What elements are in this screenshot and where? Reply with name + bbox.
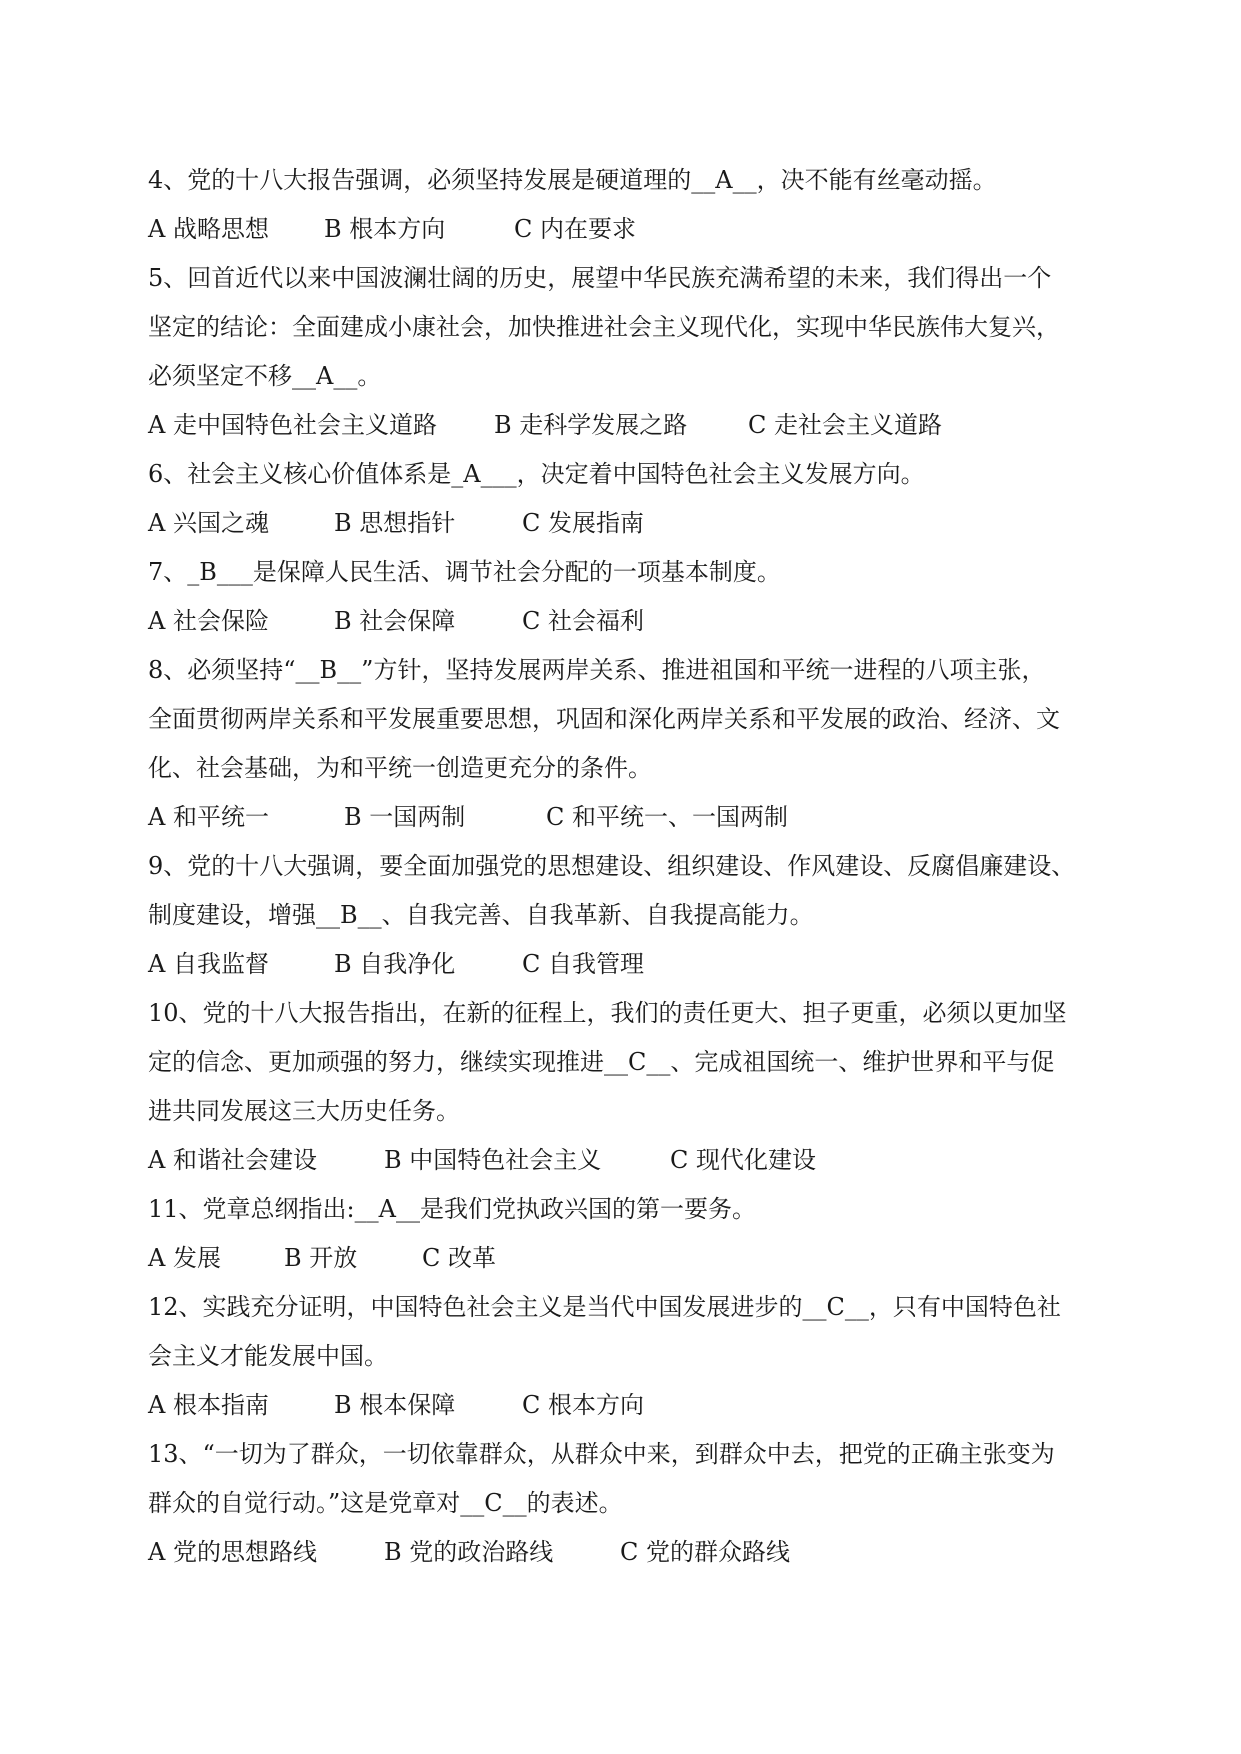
option-b: B 中国特色社会主义 xyxy=(384,1146,602,1174)
answer-options xyxy=(148,499,1098,548)
question-text: 化、社会基础，为和平统一创造更充分的条件。 xyxy=(148,754,652,782)
question-5 xyxy=(148,254,1098,450)
question-11 xyxy=(148,1185,1098,1283)
option-c: C 根本方向 xyxy=(522,1391,644,1419)
option-c: C 发展指南 xyxy=(522,509,644,537)
option-b: B 开放 xyxy=(284,1244,358,1272)
question-text: 4、党的十八大报告强调，必须坚持发展是硬道理的__A__，决不能有丝毫动摇。 xyxy=(148,166,997,194)
question-list xyxy=(148,156,1098,1577)
question-6 xyxy=(148,450,1098,548)
option-a: A 和谐社会建设 xyxy=(148,1146,317,1174)
option-c: C 社会福利 xyxy=(522,607,644,635)
question-13 xyxy=(148,1430,1098,1577)
question-text: 坚定的结论：全面建成小康社会，加快推进社会主义现代化，实现中华民族伟大复兴， xyxy=(148,313,1060,341)
option-a: A 发展 xyxy=(148,1244,221,1272)
option-a: A 走中国特色社会主义道路 xyxy=(148,411,437,439)
option-a: A 战略思想 xyxy=(148,215,269,243)
question-text: 制度建设，增强__B__、自我完善、自我革新、自我提高能力。 xyxy=(148,901,814,929)
option-a: A 社会保险 xyxy=(148,607,269,635)
answer-options xyxy=(148,205,1098,254)
option-b: B 一国两制 xyxy=(344,803,466,831)
question-text: 进共同发展这三大历史任务。 xyxy=(148,1097,460,1125)
answer-options xyxy=(148,1528,1098,1577)
question-7 xyxy=(148,548,1098,646)
option-b: B 根本方向 xyxy=(324,215,446,243)
question-8 xyxy=(148,646,1098,842)
option-b: B 党的政治路线 xyxy=(384,1538,554,1566)
option-c: C 和平统一、一国两制 xyxy=(546,803,788,831)
option-b: B 根本保障 xyxy=(334,1391,456,1419)
option-a: A 根本指南 xyxy=(148,1391,269,1419)
option-b: B 走科学发展之路 xyxy=(494,411,688,439)
question-text: 定的信念、更加顽强的努力，继续实现推进__C__、完成祖国统一、维护世界和平与促 xyxy=(148,1048,1055,1076)
question-text: 7、_B___是保障人民生活、调节社会分配的一项基本制度。 xyxy=(148,558,781,586)
option-c: C 内在要求 xyxy=(514,215,636,243)
question-text: 13、“一切为了群众，一切依靠群众，从群众中来，到群众中去，把党的正确主张变为 xyxy=(148,1440,1055,1468)
question-text: 9、党的十八大强调，要全面加强党的思想建设、组织建设、作风建设、反腐倡廉建设、 xyxy=(148,852,1076,880)
answer-options xyxy=(148,940,1098,989)
question-text: 10、党的十八大报告指出，在新的征程上，我们的责任更大、担子更重，必须以更加坚 xyxy=(148,999,1067,1027)
answer-options xyxy=(148,1381,1098,1430)
question-10 xyxy=(148,989,1098,1185)
option-a: A 兴国之魂 xyxy=(148,509,269,537)
question-text: 8、必须坚持“__B__”方针，坚持发展两岸关系、推进祖国和平统一进程的八项主张， xyxy=(148,656,1046,684)
question-text: 会主义才能发展中国。 xyxy=(148,1342,388,1370)
question-text: 群众的自觉行动。”这是党章对__C__的表述。 xyxy=(148,1489,623,1517)
option-b: B 社会保障 xyxy=(334,607,456,635)
option-a: A 自我监督 xyxy=(148,950,269,978)
question-9 xyxy=(148,842,1098,989)
question-text: 6、社会主义核心价值体系是_A___，决定着中国特色社会主义发展方向。 xyxy=(148,460,925,488)
option-b: B 思想指针 xyxy=(334,509,456,537)
question-12 xyxy=(148,1283,1098,1430)
option-c: C 走社会主义道路 xyxy=(748,411,942,439)
question-4 xyxy=(148,156,1098,254)
question-text: 必须坚定不移__A__。 xyxy=(148,362,382,390)
question-text: 12、实践充分证明，中国特色社会主义是当代中国发展进步的__C__，只有中国特色社 xyxy=(148,1293,1061,1321)
question-text: 5、回首近代以来中国波澜壮阔的历史，展望中华民族充满希望的未来，我们得出一个 xyxy=(148,264,1052,292)
option-a: A 党的思想路线 xyxy=(148,1538,317,1566)
answer-options xyxy=(148,793,1098,842)
option-c: C 现代化建设 xyxy=(670,1146,816,1174)
answer-options xyxy=(148,401,1098,450)
answer-options xyxy=(148,1234,1098,1283)
option-b: B 自我净化 xyxy=(334,950,456,978)
answer-options xyxy=(148,597,1098,646)
option-c: C 党的群众路线 xyxy=(620,1538,790,1566)
question-text: 全面贯彻两岸关系和平发展重要思想，巩固和深化两岸关系和平发展的政治、经济、文 xyxy=(148,705,1060,733)
question-text: 11、党章总纲指出:__A__是我们党执政兴国的第一要务。 xyxy=(148,1195,756,1223)
option-c: C 自我管理 xyxy=(522,950,644,978)
option-a: A 和平统一 xyxy=(148,803,269,831)
answer-options xyxy=(148,1136,1098,1185)
option-c: C 改革 xyxy=(422,1244,496,1272)
